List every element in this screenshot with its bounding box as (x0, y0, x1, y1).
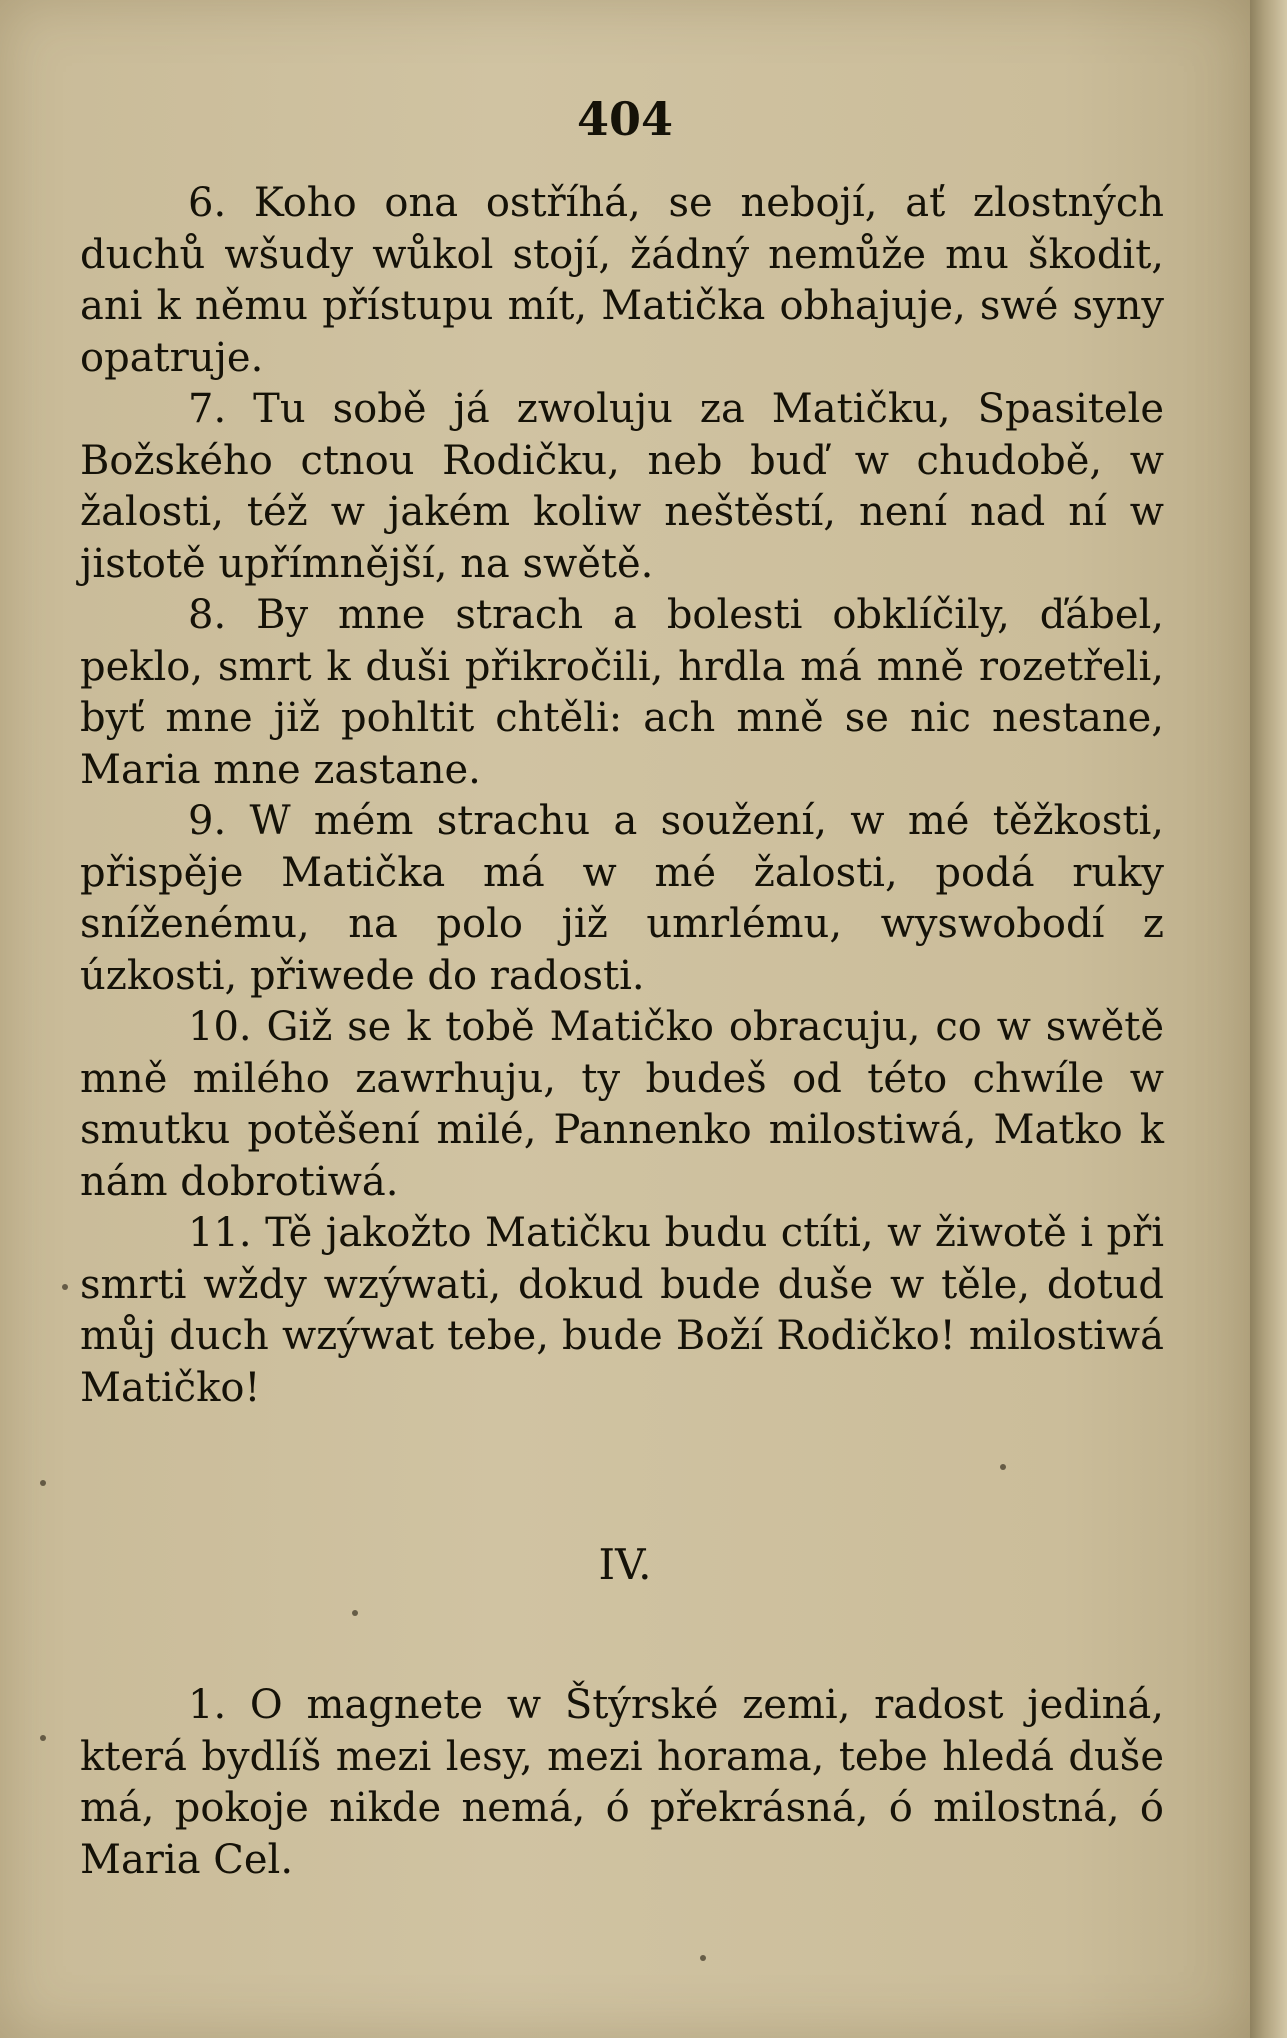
print-speck (62, 1284, 68, 1290)
stanza-9: 9. W mém strachu a soužení, w mé těžkosti, přispěje Matička má w mé žalosti, podá ruky sníženému, na polo již umrlému, wyswobodí z úzkosti, přiwede do radosti. (80, 798, 1164, 999)
print-speck (352, 1610, 358, 1616)
print-speck (40, 1735, 46, 1741)
stanza-10: 10. Giž se k tobě Matičko obracuju, co w swětě mně milého zawrhuju, ty budeš od této chwíle w smutku potěšení milé, Pannenko milostiwá, Matko k nám dobrotiwá. (80, 1004, 1164, 1205)
print-speck (700, 1955, 706, 1961)
hymn-text-top (80, 178, 1164, 1414)
book-spine-edge (1250, 0, 1287, 2038)
stanza-6: 6. Koho ona ostříhá, se nebojí, ať zlostných duchů wšudy wůkol stojí, žádný nemůže mu škodit, ani k němu přístupu mít, Matička obhajuje, swé syny opatruje. (80, 180, 1164, 381)
stanza-7: 7. Tu sobě já zwoluju za Matičku, Spasitele Božského ctnou Rodičku, neb buď w chudobě, w žalosti, též w jakém koliw neštěstí, není nad ní w jistotě upřímnější, na swětě. (80, 386, 1164, 587)
stanza-iv-1: 1. O magnete w Štýrské zemi, radost jediná, která bydlíš mezi lesy, mezi horama, tebe hledá duše má, pokoje nikde nemá, ó překrásná, ó milostná, ó Maria Cel. (80, 1682, 1164, 1883)
page-number: 404 (576, 92, 674, 146)
section-heading: IV. (598, 1540, 652, 1589)
print-speck (1000, 1464, 1006, 1470)
stanza-11: 11. Tě jakožto Matičku budu ctíti, w žiwotě i při smrti wždy wzýwati, dokud bude duše w těle, dotud můj duch wzýwat tebe, bude Boží Rodičko! milostiwá Matičko! (80, 1210, 1164, 1411)
hymn-text-bottom (80, 1680, 1164, 1886)
print-speck (40, 1480, 46, 1486)
stanza-8: 8. By mne strach a bolesti obklíčily, ďábel, peklo, smrt k duši přikročili, hrdla má mně rozetřeli, byť mne již pohltit chtěli: ach mně se nic nestane, Maria mne zastane. (80, 592, 1164, 793)
